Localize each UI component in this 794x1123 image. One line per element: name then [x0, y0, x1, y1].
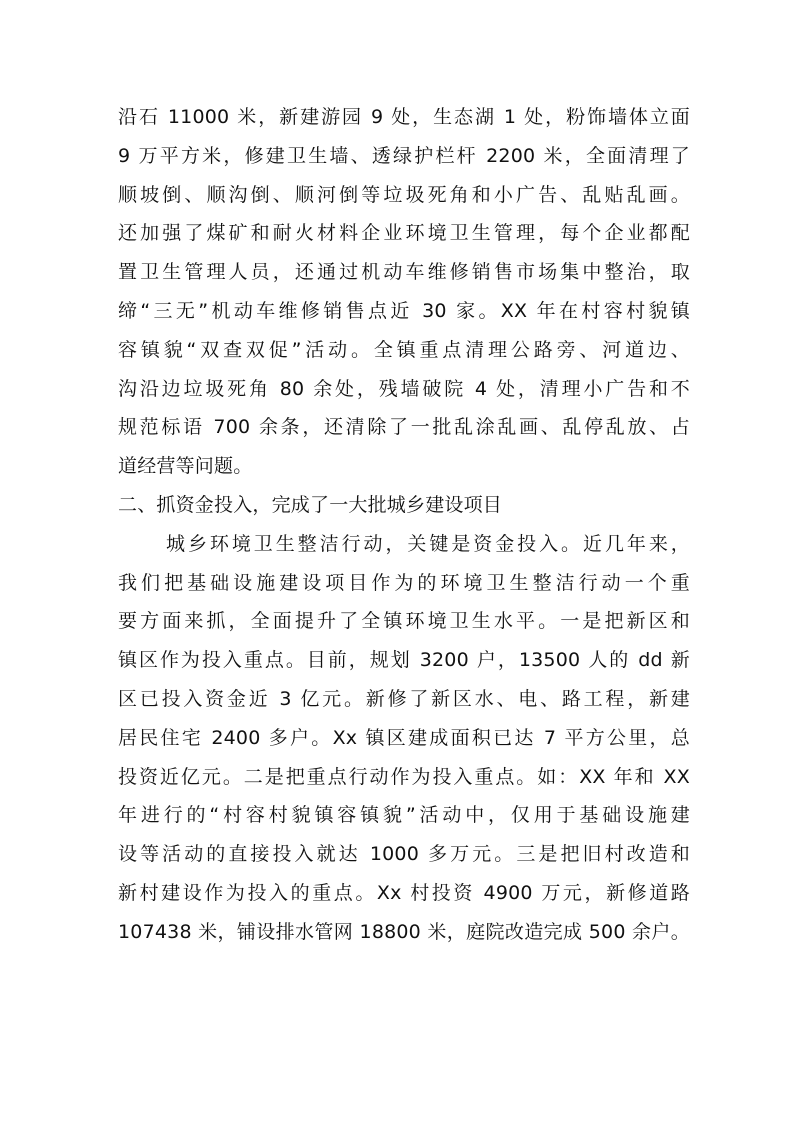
paragraph-line: 区已投入资金近 3 亿元。新修了新区水、电、路工程，新建: [118, 687, 690, 710]
paragraph-line: 居民住宅 2400 多户。Xx 镇区建成面积已达 7 平方公里，总: [118, 726, 690, 749]
paragraph-line: 道经营等问题。: [118, 455, 253, 478]
paragraph-line: 我们把基础设施建设项目作为的环境卫生整洁行动一个重: [118, 571, 690, 594]
paragraph-line: 107438 米，铺设排水管网 18800 米，庭院改造完成 500 余户。: [118, 920, 690, 943]
paragraph-line: 置卫生管理人员，还通过机动车维修销售市场集中整治，取: [118, 261, 690, 284]
paragraph-line: 规范标语 700 余条，还清除了一批乱涂乱画、乱停乱放、占: [118, 416, 690, 439]
paragraph-line: 沿石 11000 米，新建游园 9 处，生态湖 1 处，粉饰墙体立面: [118, 106, 690, 128]
paragraph-line: 顺坡倒、顺沟倒、顺河倒等垃圾死角和小广告、乱贴乱画。: [118, 183, 690, 206]
paragraph-line: 设等活动的直接投入就达 1000 多万元。三是把旧村改造和: [118, 843, 690, 866]
section-heading: 二、抓资金投入，完成了一大批城乡建设项目: [118, 493, 503, 516]
paragraph-line: 缔“三无”机动车维修销售点近 30 家。XX 年在村容村貌镇: [118, 299, 690, 322]
paragraph-line: 容镇貌“双查双促”活动。全镇重点清理公路旁、河道边、: [118, 338, 690, 361]
paragraph-line: 9 万平方米，修建卫生墙、透绿护栏杆 2200 米，全面清理了: [118, 144, 690, 167]
paragraph-line: 沟沿边垃圾死角 80 余处，残墙破院 4 处，清理小广告和不: [118, 377, 690, 400]
paragraph-line: 新村建设作为投入的重点。Xx 村投资 4900 万元，新修道路: [118, 881, 690, 904]
paragraph-line: 年进行的“村容村貌镇容镇貌”活动中，仅用于基础设施建: [118, 804, 690, 827]
paragraph-line: 城乡环境卫生整洁行动，关键是资金投入。近几年来，: [166, 532, 690, 555]
paragraph-line: 镇区作为投入重点。目前，规划 3200 户，13500 人的 dd 新: [118, 649, 690, 672]
document-body: [118, 98, 690, 952]
paragraph-line: 投资近亿元。二是把重点行动作为投入重点。如：XX 年和 XX: [118, 765, 690, 788]
paragraph-line: 还加强了煤矿和耐火材料企业环境卫生管理，每个企业都配: [118, 222, 690, 245]
paragraph-line: 要方面来抓，全面提升了全镇环境卫生水平。一是把新区和: [118, 610, 690, 633]
